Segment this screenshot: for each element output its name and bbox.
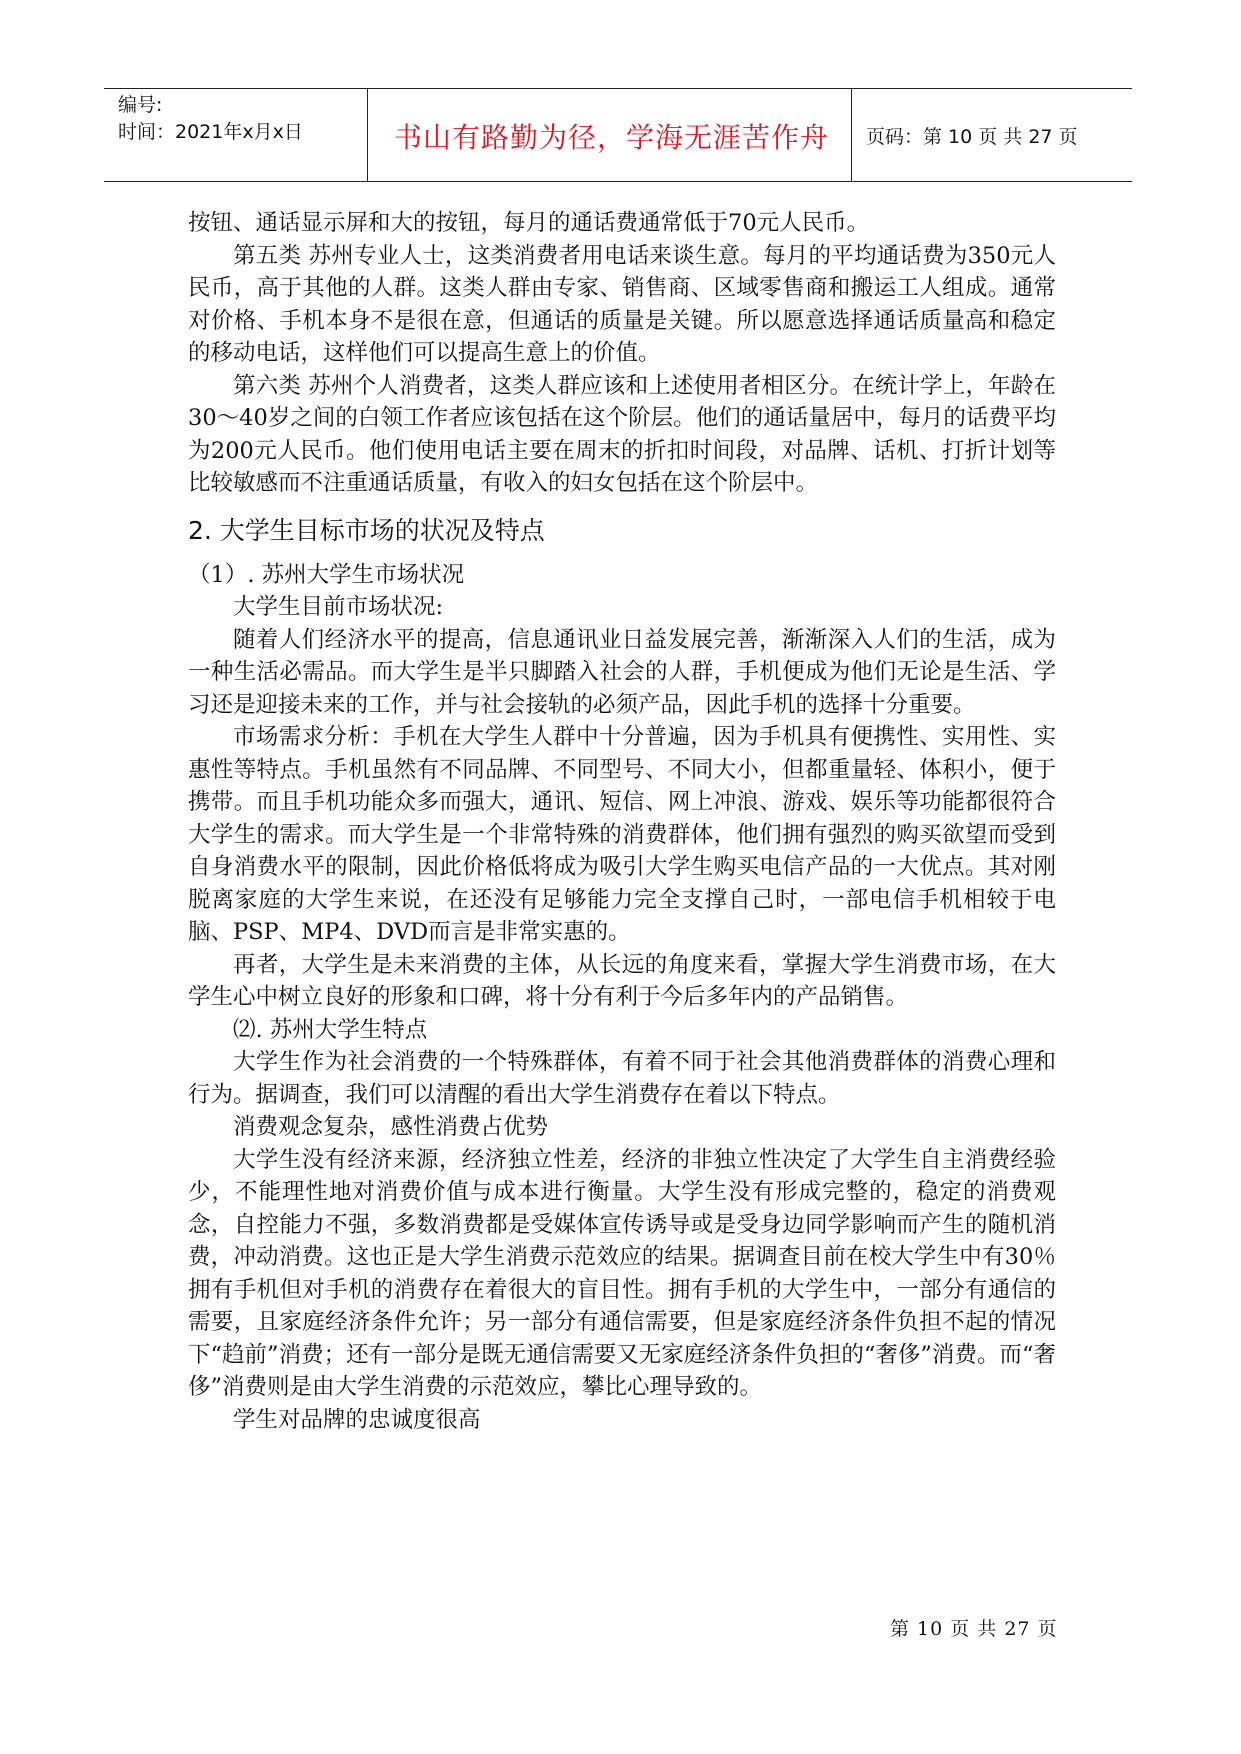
trait-title: 消费观念复杂，感性消费占优势 — [233, 1114, 549, 1140]
header-time-label: 时间：2021年x月x日 — [118, 121, 303, 143]
header-motto: 书山有路勤为径，学海无涯苦作舟 — [394, 121, 830, 154]
section-heading: 2. 大学生目标市场的状况及特点 — [188, 515, 545, 545]
header-divider — [367, 89, 368, 181]
sub-heading: ⑵. 苏州大学生特点 — [233, 1016, 428, 1043]
paragraph: 大学生作为社会消费的一个特殊群体，有着不同于社会其他消费群体的消费心理和行为。据调查，我们可以清醒的看出大学生消费存在着以下特点。 — [188, 1049, 1056, 1108]
sub-heading: （1）. 苏州大学生市场状况 — [188, 561, 465, 588]
paragraph: 按钮、通话显示屏和大的按钮，每月的通话费通常低于70元人民币。 — [188, 210, 870, 236]
paragraph: 第五类 苏州专业人士，这类消费者用电话来谈生意。每月的平均通话费为350元人民币，高于其他的人群。这类人群由专家、销售商、区域零售商和搬运工人组成。通常对价格、手机本身不是很在意，但通话的质量是关键。所以愿意选择通话质量高和稳定的移动电话，这样他们可以提高生意上的价值。 — [188, 242, 1056, 366]
header-divider — [851, 89, 852, 181]
header-number-label: 编号: — [118, 94, 163, 116]
paragraph: 市场需求分析：手机在大学生人群中十分普遍，因为手机具有便携性、实用性、实惠性等特点。手机虽然有不同品牌、不同型号、不同大小，但都重量轻、体积小，便于携带。而且手机功能众多而强大，通讯、短信、网上冲浪、游戏、娱乐等功能都很符合大学生的需求。而大学生是一个非常特殊的消费群体，他们拥有强烈的购买欲望而受到自身消费水平的限制，因此价格低将成为吸引大学生购买电信产品的一大优点。其对刚脱离家庭的大学生来说，在还没有足够能力完全支撑自己时，一部电信手机相较于电脑、PSP、MP4、DVD而言是非常实惠的。 — [188, 724, 1056, 945]
page-footer: 第 10 页 共 27 页 — [890, 1618, 1058, 1640]
paragraph: 第六类 苏州个人消费者，这类人群应该和上述使用者相区分。在统计学上，年龄在30～40岁之间的白领工作者应该包括在这个阶层。他们的通话量居中，每月的话费平均为200元人民币。他们使用电话主要在周末的折扣时间段，对品牌、话机、打折计划等比较敏感而不注重通话质量，有收入的妇女包括在这个阶层中。 — [188, 372, 1056, 496]
paragraph-label: 大学生目前市场状况: — [233, 594, 444, 620]
document-body — [188, 207, 1056, 1436]
paragraph: 再者，大学生是未来消费的主体，从长远的角度来看，掌握大学生消费市场，在大学生心中树立良好的形象和口碑，将十分有利于今后多年内的产品销售。 — [188, 951, 1056, 1010]
paragraph: 大学生没有经济来源，经济独立性差，经济的非独立性决定了大学生自主消费经验少，不能理性地对消费价值与成本进行衡量。大学生没有形成完整的，稳定的消费观念，自控能力不强，多数消费都是受媒体宣传诱导或是受身边同学影响而产生的随机消费，冲动消费。这也正是大学生消费示范效应的结果。据调查目前在校大学生中有30％拥有手机但对手机的消费存在着很大的盲目性。拥有手机的大学生中，一部分有通信的需要，且家庭经济条件允许；另一部分有通信需要，但是家庭经济条件负担不起的情况下“趋前”消费；还有一部分是既无通信需要又无家庭经济条件负担的“奢侈”消费。而“奢侈”消费则是由大学生消费的示范效应，攀比心理导致的。 — [188, 1146, 1056, 1400]
header-meta — [118, 92, 303, 146]
trait-title: 学生对品牌的忠诚度很高 — [233, 1406, 481, 1433]
header-page-info: 页码：第 10 页 共 27 页 — [866, 126, 1078, 148]
page-header — [104, 88, 1132, 182]
paragraph: 随着人们经济水平的提高，信息通讯业日益发展完善，渐渐深入人们的生活，成为一种生活必需品。而大学生是半只脚踏入社会的人群，手机便成为他们无论是生活、学习还是迎接未来的工作，并与社会接轨的必须产品，因此手机的选择十分重要。 — [188, 626, 1056, 718]
